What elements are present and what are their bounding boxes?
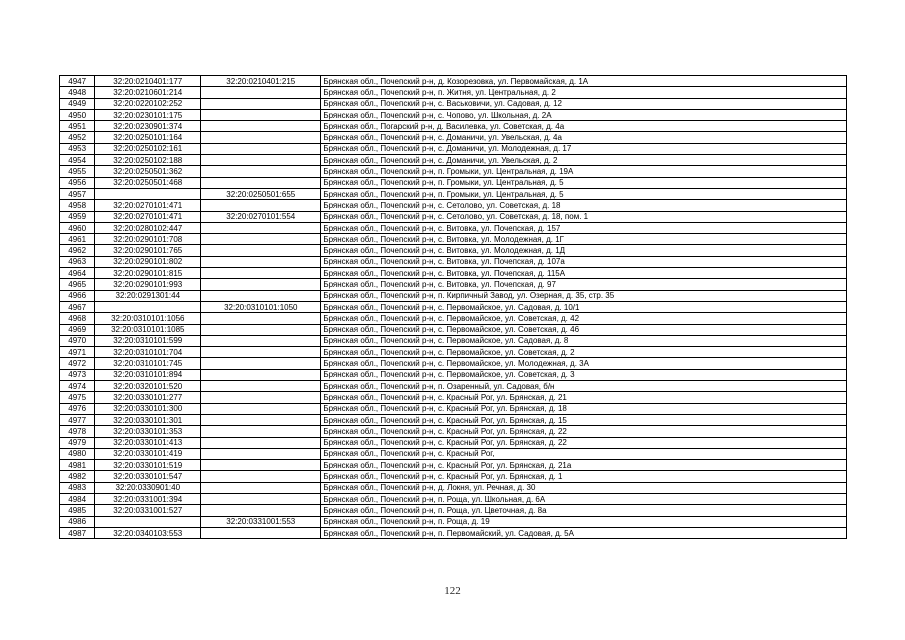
row-number-cell: 4955 — [60, 166, 95, 177]
related-cadastral-number-cell — [201, 234, 321, 245]
related-cadastral-number-cell — [201, 98, 321, 109]
address-cell: Брянская обл., Почепский р-н, с. Васьковичи, ул. Садовая, д. 12 — [321, 98, 847, 109]
address-cell: Брянская обл., Почепский р-н, с. Доманичи, ул. Увельская, д. 2 — [321, 155, 847, 166]
address-cell: Брянская обл., Почепский р-н, с. Красный Рог, ул. Брянская, д. 18 — [321, 403, 847, 414]
cadastral-number-cell: 32:20:0250101:164 — [95, 132, 201, 143]
cadastral-number-cell: 32:20:0330101:301 — [95, 414, 201, 425]
cadastral-number-cell: 32:20:0250501:468 — [95, 177, 201, 188]
row-number-cell: 4967 — [60, 301, 95, 312]
row-number-cell: 4980 — [60, 448, 95, 459]
address-cell: Брянская обл., Почепский р-н, п. Громыки, ул. Центральная, д. 19А — [321, 166, 847, 177]
address-cell: Брянская обл., Почепский р-н, с. Первомайское, ул. Молодежная, д. 3А — [321, 358, 847, 369]
cadastral-number-cell: 32:20:0230901:374 — [95, 121, 201, 132]
related-cadastral-number-cell — [201, 313, 321, 324]
related-cadastral-number-cell — [201, 121, 321, 132]
row-number-cell: 4981 — [60, 460, 95, 471]
address-cell: Брянская обл., Почепский р-н, с. Первомайское, ул. Советская, д. 3 — [321, 369, 847, 380]
table-row — [60, 505, 847, 516]
address-cell: Брянская обл., Почепский р-н, с. Витовка, ул. Почепская, д. 97 — [321, 279, 847, 290]
table-row — [60, 437, 847, 448]
cadastral-number-cell: 32:20:0310101:704 — [95, 347, 201, 358]
table-row — [60, 290, 847, 301]
table-row — [60, 177, 847, 188]
address-cell: Брянская обл., Почепский р-н, с. Красный Рог, ул. Брянская, д. 22 — [321, 426, 847, 437]
cadastral-number-cell: 32:20:0270101:471 — [95, 211, 201, 222]
address-cell: Брянская обл., Почепский р-н, с. Красный Рог, ул. Брянская, д. 21а — [321, 460, 847, 471]
table-row — [60, 301, 847, 312]
row-number-cell: 4968 — [60, 313, 95, 324]
related-cadastral-number-cell — [201, 527, 321, 538]
row-number-cell: 4976 — [60, 403, 95, 414]
row-number-cell: 4984 — [60, 493, 95, 504]
address-cell: Брянская обл., Почепский р-н, д. Локня, ул. Речная, д. 30 — [321, 482, 847, 493]
related-cadastral-number-cell — [201, 245, 321, 256]
row-number-cell: 4961 — [60, 234, 95, 245]
cadastral-number-cell: 32:20:0310101:894 — [95, 369, 201, 380]
cadastral-number-cell: 32:20:0230101:175 — [95, 109, 201, 120]
cadastral-number-cell: 32:20:0330101:413 — [95, 437, 201, 448]
cadastral-number-cell: 32:20:0210401:177 — [95, 76, 201, 87]
table-row — [60, 358, 847, 369]
cadastral-number-cell: 32:20:0331001:394 — [95, 493, 201, 504]
address-cell: Брянская обл., Почепский р-н, п. Громыки, ул. Центральная, д. 5 — [321, 177, 847, 188]
related-cadastral-number-cell — [201, 414, 321, 425]
table-row — [60, 347, 847, 358]
address-cell: Брянская обл., Почепский р-н, п. Озаренный, ул. Садовая, б/н — [321, 381, 847, 392]
row-number-cell: 4983 — [60, 482, 95, 493]
row-number-cell: 4962 — [60, 245, 95, 256]
row-number-cell: 4970 — [60, 335, 95, 346]
table-row — [60, 426, 847, 437]
address-cell: Брянская обл., Почепский р-н, с. Первомайское, ул. Садовая, д. 10/1 — [321, 301, 847, 312]
related-cadastral-number-cell — [201, 200, 321, 211]
row-number-cell: 4952 — [60, 132, 95, 143]
row-number-cell: 4960 — [60, 222, 95, 233]
related-cadastral-number-cell — [201, 392, 321, 403]
related-cadastral-number-cell: 32:20:0210401:215 — [201, 76, 321, 87]
table-row — [60, 279, 847, 290]
address-cell: Брянская обл., Почепский р-н, п. Кирпичный Завод, ул. Озерная, д. 35, стр. 35 — [321, 290, 847, 301]
table-row — [60, 188, 847, 199]
table-row — [60, 76, 847, 87]
page-number: 122 — [444, 585, 461, 597]
related-cadastral-number-cell — [201, 87, 321, 98]
related-cadastral-number-cell — [201, 369, 321, 380]
row-number-cell: 4954 — [60, 155, 95, 166]
address-cell: Брянская обл., Почепский р-н, с. Первомайское, ул. Советская, д. 42 — [321, 313, 847, 324]
address-cell: Брянская обл., Почепский р-н, с. Доманичи, ул. Молодежная, д. 17 — [321, 143, 847, 154]
row-number-cell: 4948 — [60, 87, 95, 98]
cadastral-number-cell: 32:20:0330101:353 — [95, 426, 201, 437]
related-cadastral-number-cell — [201, 132, 321, 143]
table-row — [60, 143, 847, 154]
row-number-cell: 4971 — [60, 347, 95, 358]
row-number-cell: 4985 — [60, 505, 95, 516]
related-cadastral-number-cell — [201, 222, 321, 233]
table-row — [60, 268, 847, 279]
row-number-cell: 4953 — [60, 143, 95, 154]
cadastral-number-cell: 32:20:0250501:362 — [95, 166, 201, 177]
related-cadastral-number-cell — [201, 347, 321, 358]
row-number-cell: 4949 — [60, 98, 95, 109]
related-cadastral-number-cell — [201, 268, 321, 279]
table-row — [60, 516, 847, 527]
table-row — [60, 471, 847, 482]
row-number-cell: 4975 — [60, 392, 95, 403]
related-cadastral-number-cell — [201, 482, 321, 493]
cadastral-number-cell: 32:20:0310101:1056 — [95, 313, 201, 324]
row-number-cell: 4979 — [60, 437, 95, 448]
related-cadastral-number-cell — [201, 155, 321, 166]
row-number-cell: 4947 — [60, 76, 95, 87]
table-row — [60, 369, 847, 380]
cadastral-number-cell — [95, 516, 201, 527]
cadastral-number-cell: 32:20:0220102:252 — [95, 98, 201, 109]
cadastral-number-cell: 32:20:0330101:277 — [95, 392, 201, 403]
table-row — [60, 166, 847, 177]
related-cadastral-number-cell — [201, 493, 321, 504]
address-cell: Брянская обл., Почепский р-н, п. Роща, д. 19 — [321, 516, 847, 527]
address-cell: Брянская обл., Почепский р-н, п. Роща, ул. Цветочная, д. 8а — [321, 505, 847, 516]
row-number-cell: 4957 — [60, 188, 95, 199]
table-row — [60, 211, 847, 222]
table-row — [60, 460, 847, 471]
row-number-cell: 4987 — [60, 527, 95, 538]
address-cell: Брянская обл., Почепский р-н, с. Витовка, ул. Почепская, д. 115А — [321, 268, 847, 279]
related-cadastral-number-cell: 32:20:0310101:1050 — [201, 301, 321, 312]
cadastral-number-cell — [95, 301, 201, 312]
row-number-cell: 4966 — [60, 290, 95, 301]
cadastral-number-cell: 32:20:0250102:161 — [95, 143, 201, 154]
related-cadastral-number-cell — [201, 335, 321, 346]
table-row — [60, 109, 847, 120]
row-number-cell: 4974 — [60, 381, 95, 392]
address-cell: Брянская обл., Почепский р-н, д. Козорезовка, ул. Первомайская, д. 1А — [321, 76, 847, 87]
table-row — [60, 256, 847, 267]
related-cadastral-number-cell — [201, 471, 321, 482]
address-cell: Брянская обл., Почепский р-н, с. Красный Рог, ул. Брянская, д. 22 — [321, 437, 847, 448]
related-cadastral-number-cell — [201, 426, 321, 437]
table-row — [60, 245, 847, 256]
table-row — [60, 392, 847, 403]
row-number-cell: 4969 — [60, 324, 95, 335]
related-cadastral-number-cell — [201, 358, 321, 369]
table-row — [60, 200, 847, 211]
cadastral-number-cell: 32:20:0330901:40 — [95, 482, 201, 493]
row-number-cell: 4963 — [60, 256, 95, 267]
address-cell: Брянская обл., Почепский р-н, с. Чопово, ул. Школьная, д. 2А — [321, 109, 847, 120]
row-number-cell: 4959 — [60, 211, 95, 222]
address-cell: Брянская обл., Почепский р-н, с. Сетолово, ул. Советская, д. 18 — [321, 200, 847, 211]
address-cell: Брянская обл., Почепский р-н, с. Красный Рог, ул. Брянская, д. 1 — [321, 471, 847, 482]
table-row — [60, 335, 847, 346]
table-row — [60, 403, 847, 414]
address-cell: Брянская обл., Почепский р-н, с. Первомайское, ул. Садовая, д. 8 — [321, 335, 847, 346]
address-cell: Брянская обл., Почепский р-н, с. Доманичи, ул. Увельская, д. 4а — [321, 132, 847, 143]
address-cell: Брянская обл., Почепский р-н, с. Витовка, ул. Молодежная, д. 1Г — [321, 234, 847, 245]
row-number-cell: 4982 — [60, 471, 95, 482]
cadastral-number-cell: 32:20:0290101:815 — [95, 268, 201, 279]
related-cadastral-number-cell — [201, 256, 321, 267]
cadastral-number-cell: 32:20:0290101:802 — [95, 256, 201, 267]
address-cell: Брянская обл., Почепский р-н, с. Сетолово, ул. Советская, д. 18, пом. 1 — [321, 211, 847, 222]
related-cadastral-number-cell — [201, 403, 321, 414]
address-cell: Брянская обл., Почепский р-н, с. Красный Рог, — [321, 448, 847, 459]
cadastral-number-cell: 32:20:0340103:553 — [95, 527, 201, 538]
address-cell: Брянская обл., Почепский р-н, п. Громыки, ул. Центральная, д. 5 — [321, 188, 847, 199]
related-cadastral-number-cell — [201, 290, 321, 301]
related-cadastral-number-cell — [201, 324, 321, 335]
related-cadastral-number-cell — [201, 505, 321, 516]
table-row — [60, 222, 847, 233]
cadastral-number-cell: 32:20:0310101:599 — [95, 335, 201, 346]
address-cell: Брянская обл., Погарский р-н, д. Василевка, ул. Советская, д. 4а — [321, 121, 847, 132]
related-cadastral-number-cell: 32:20:0270101:554 — [201, 211, 321, 222]
table-row — [60, 234, 847, 245]
related-cadastral-number-cell — [201, 143, 321, 154]
address-cell: Брянская обл., Почепский р-н, с. Первомайское, ул. Советская, д. 2 — [321, 347, 847, 358]
related-cadastral-number-cell — [201, 279, 321, 290]
table-row — [60, 324, 847, 335]
cadastral-number-cell: 32:20:0290101:708 — [95, 234, 201, 245]
registry-table-body — [60, 76, 847, 539]
cadastral-number-cell: 32:20:0290101:993 — [95, 279, 201, 290]
row-number-cell: 4956 — [60, 177, 95, 188]
table-row — [60, 493, 847, 504]
table-row — [60, 313, 847, 324]
address-cell: Брянская обл., Почепский р-н, п. Житня, ул. Центральная, д. 2 — [321, 87, 847, 98]
related-cadastral-number-cell — [201, 448, 321, 459]
table-row — [60, 98, 847, 109]
table-row — [60, 381, 847, 392]
row-number-cell: 4950 — [60, 109, 95, 120]
cadastral-number-cell: 32:20:0210601:214 — [95, 87, 201, 98]
related-cadastral-number-cell: 32:20:0250501:655 — [201, 188, 321, 199]
address-cell: Брянская обл., Почепский р-н, с. Витовка, ул. Почепская, д. 107а — [321, 256, 847, 267]
table-row — [60, 87, 847, 98]
cadastral-number-cell — [95, 188, 201, 199]
related-cadastral-number-cell — [201, 109, 321, 120]
address-cell: Брянская обл., Почепский р-н, с. Красный Рог, ул. Брянская, д. 21 — [321, 392, 847, 403]
cadastral-number-cell: 32:20:0330101:547 — [95, 471, 201, 482]
table-row — [60, 482, 847, 493]
related-cadastral-number-cell — [201, 437, 321, 448]
address-cell: Брянская обл., Почепский р-н, с. Витовка, ул. Молодежная, д. 1Д — [321, 245, 847, 256]
related-cadastral-number-cell — [201, 166, 321, 177]
cadastral-number-cell: 32:20:0320101:520 — [95, 381, 201, 392]
row-number-cell: 4977 — [60, 414, 95, 425]
address-cell: Брянская обл., Почепский р-н, с. Красный Рог, ул. Брянская, д. 15 — [321, 414, 847, 425]
table-row — [60, 448, 847, 459]
related-cadastral-number-cell — [201, 177, 321, 188]
cadastral-number-cell: 32:20:0290101:765 — [95, 245, 201, 256]
address-cell: Брянская обл., Почепский р-н, п. Роща, ул. Школьная, д. 6А — [321, 493, 847, 504]
cadastral-number-cell: 32:20:0331001:527 — [95, 505, 201, 516]
cadastral-number-cell: 32:20:0280102:447 — [95, 222, 201, 233]
row-number-cell: 4986 — [60, 516, 95, 527]
cadastral-number-cell: 32:20:0291301:44 — [95, 290, 201, 301]
related-cadastral-number-cell: 32:20:0331001:553 — [201, 516, 321, 527]
cadastral-number-cell: 32:20:0330101:419 — [95, 448, 201, 459]
cadastral-number-cell: 32:20:0310101:745 — [95, 358, 201, 369]
related-cadastral-number-cell — [201, 381, 321, 392]
table-row — [60, 121, 847, 132]
row-number-cell: 4973 — [60, 369, 95, 380]
row-number-cell: 4978 — [60, 426, 95, 437]
cadastral-number-cell: 32:20:0250102:188 — [95, 155, 201, 166]
table-row — [60, 155, 847, 166]
row-number-cell: 4958 — [60, 200, 95, 211]
address-cell: Брянская обл., Почепский р-н, п. Первомайский, ул. Садовая, д. 5А — [321, 527, 847, 538]
cadastral-number-cell: 32:20:0310101:1085 — [95, 324, 201, 335]
cadastral-number-cell: 32:20:0330101:519 — [95, 460, 201, 471]
related-cadastral-number-cell — [201, 460, 321, 471]
registry-table — [59, 75, 847, 539]
table-row — [60, 132, 847, 143]
row-number-cell: 4965 — [60, 279, 95, 290]
address-cell: Брянская обл., Почепский р-н, с. Первомайское, ул. Советская, д. 46 — [321, 324, 847, 335]
cadastral-number-cell: 32:20:0330101:300 — [95, 403, 201, 414]
table-row — [60, 414, 847, 425]
cadastral-number-cell: 32:20:0270101:471 — [95, 200, 201, 211]
row-number-cell: 4951 — [60, 121, 95, 132]
row-number-cell: 4972 — [60, 358, 95, 369]
row-number-cell: 4964 — [60, 268, 95, 279]
table-row — [60, 527, 847, 538]
address-cell: Брянская обл., Почепский р-н, с. Витовка, ул. Почепская, д. 157 — [321, 222, 847, 233]
